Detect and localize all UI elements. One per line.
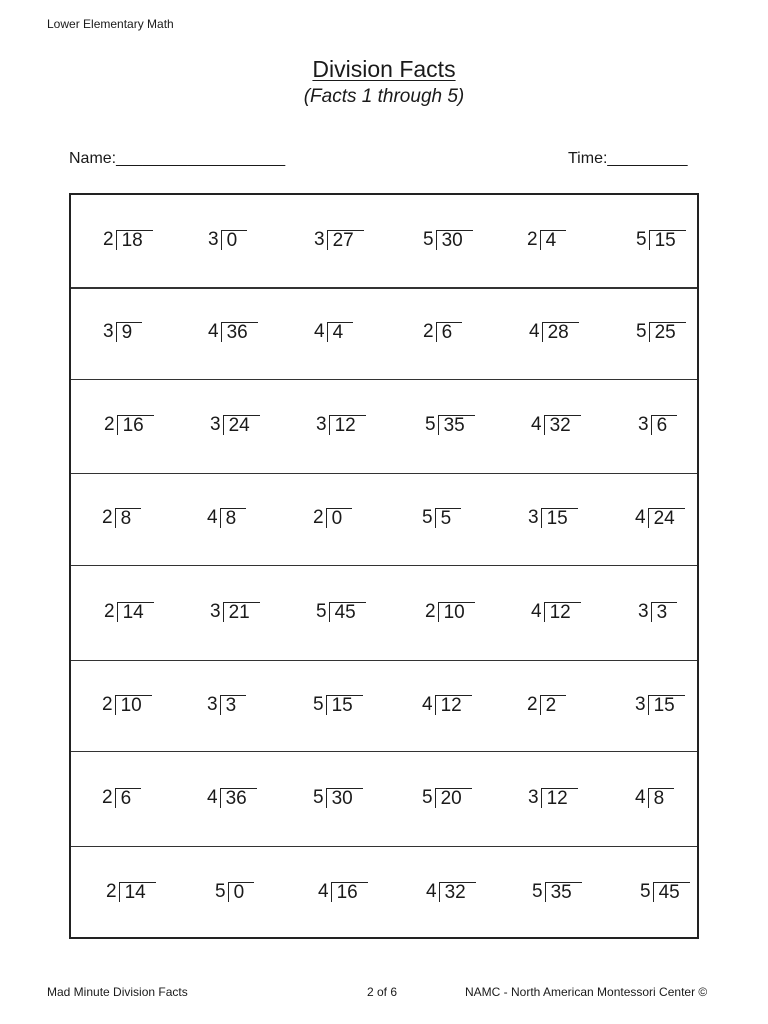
footer-publisher: NAMC - North American Montessori Center © <box>465 985 708 999</box>
division-problem <box>103 229 153 251</box>
dividend: 32 <box>544 415 581 435</box>
division-problem <box>210 601 260 623</box>
division-problem <box>104 601 154 623</box>
dividend: 20 <box>435 788 472 808</box>
division-problem <box>528 787 578 809</box>
divisor: 3 <box>528 786 539 808</box>
division-problem <box>422 787 472 809</box>
divisor: 5 <box>425 414 436 435</box>
problem-row <box>71 565 697 660</box>
dividend: 35 <box>545 882 582 902</box>
dividend: 0 <box>326 508 353 528</box>
divisor: 2 <box>425 600 436 622</box>
dividend: 8 <box>115 508 142 528</box>
dividend: 0 <box>228 882 255 902</box>
footer-title: Mad Minute Division Facts <box>47 985 188 999</box>
dividend: 6 <box>651 415 678 435</box>
problem-row <box>71 660 697 751</box>
divisor: 2 <box>102 693 113 715</box>
divisor: 5 <box>316 600 327 622</box>
divisor: 2 <box>104 600 115 622</box>
dividend: 24 <box>223 415 260 435</box>
row-divider <box>71 660 697 661</box>
dividend: 27 <box>327 230 364 250</box>
division-problem <box>426 881 476 903</box>
dividend: 24 <box>648 508 685 528</box>
dividend: 3 <box>651 602 678 622</box>
dividend: 0 <box>221 230 248 250</box>
dividend: 45 <box>329 602 366 622</box>
dividend: 25 <box>649 322 686 342</box>
divisor: 4 <box>208 321 219 342</box>
division-problem <box>638 414 677 436</box>
problem-row <box>71 846 697 939</box>
dividend: 36 <box>221 322 258 342</box>
divisor: 2 <box>106 880 117 902</box>
dividend: 2 <box>540 695 567 715</box>
time-field[interactable]: Time:_________ <box>568 150 688 167</box>
division-problem <box>207 787 257 809</box>
problem-grid <box>69 193 699 939</box>
dividend: 45 <box>653 882 690 902</box>
row-divider <box>71 379 697 380</box>
problem-row <box>71 379 697 473</box>
division-problem <box>102 694 152 716</box>
divisor: 2 <box>423 321 434 342</box>
page-number: 2 of 6 <box>367 985 398 999</box>
divisor: 5 <box>636 229 647 250</box>
division-problem <box>635 694 685 716</box>
dividend: 18 <box>116 230 153 250</box>
dividend: 12 <box>544 602 581 622</box>
division-problem <box>636 229 686 251</box>
dividend: 5 <box>435 508 462 528</box>
divisor: 3 <box>316 414 327 435</box>
divisor: 4 <box>318 880 329 902</box>
divisor: 4 <box>426 880 437 902</box>
division-problem <box>314 229 364 251</box>
divisor: 2 <box>104 414 115 435</box>
problem-row <box>71 473 697 565</box>
dividend: 30 <box>326 788 363 808</box>
course-label: Lower Elementary Math <box>47 17 174 31</box>
divisor: 3 <box>635 693 646 715</box>
divisor: 3 <box>314 229 325 250</box>
divisor: 3 <box>210 414 221 435</box>
dividend: 8 <box>220 508 247 528</box>
dividend: 12 <box>435 695 472 715</box>
divisor: 3 <box>207 693 218 715</box>
division-problem <box>318 881 368 903</box>
dividend: 28 <box>542 322 579 342</box>
dividend: 15 <box>648 695 685 715</box>
row-divider <box>71 473 697 474</box>
divisor: 5 <box>422 507 433 528</box>
dividend: 4 <box>540 230 567 250</box>
division-problem <box>207 694 246 716</box>
divisor: 4 <box>422 693 433 715</box>
division-problem <box>640 881 690 903</box>
dividend: 8 <box>648 788 675 808</box>
dividend: 6 <box>115 788 142 808</box>
division-problem <box>529 321 579 343</box>
divisor: 3 <box>210 600 221 622</box>
dividend: 12 <box>329 415 366 435</box>
division-problem <box>313 787 363 809</box>
dividend: 3 <box>220 695 247 715</box>
divisor: 3 <box>638 600 649 622</box>
name-field[interactable]: Name:___________________ <box>69 150 286 167</box>
division-problem <box>527 229 566 251</box>
divisor: 2 <box>527 229 538 250</box>
divisor: 5 <box>313 786 324 808</box>
page-title-text: Division Facts <box>312 56 456 82</box>
divisor: 2 <box>102 786 113 808</box>
divisor: 5 <box>532 880 543 902</box>
divisor: 5 <box>640 880 651 902</box>
divisor: 4 <box>529 321 540 342</box>
division-problem <box>102 507 141 529</box>
division-problem <box>208 229 247 251</box>
divisor: 5 <box>215 880 226 902</box>
dividend: 9 <box>116 322 143 342</box>
dividend: 30 <box>436 230 473 250</box>
divisor: 3 <box>103 321 114 342</box>
dividend: 14 <box>119 882 156 902</box>
divisor: 2 <box>103 229 114 250</box>
divisor: 5 <box>422 786 433 808</box>
problem-row <box>71 287 697 379</box>
divisor: 4 <box>314 321 325 342</box>
division-problem <box>531 414 581 436</box>
row-divider <box>71 751 697 752</box>
divisor: 5 <box>423 229 434 250</box>
divisor: 3 <box>528 507 539 528</box>
dividend: 15 <box>541 508 578 528</box>
division-problem <box>102 787 141 809</box>
dividend: 10 <box>438 602 475 622</box>
division-problem <box>104 414 154 436</box>
division-problem <box>528 507 578 529</box>
division-problem <box>316 601 366 623</box>
divisor: 4 <box>531 600 542 622</box>
division-problem <box>423 229 473 251</box>
division-problem <box>208 321 258 343</box>
dividend: 16 <box>117 415 154 435</box>
division-problem <box>314 321 353 343</box>
dividend: 36 <box>220 788 257 808</box>
division-problem <box>210 414 260 436</box>
divisor: 4 <box>635 786 646 808</box>
divisor: 3 <box>638 414 649 435</box>
page-subtitle: (Facts 1 through 5) <box>303 86 465 107</box>
division-problem <box>531 601 581 623</box>
divisor: 4 <box>207 786 218 808</box>
row-divider <box>71 565 697 566</box>
division-problem <box>425 601 475 623</box>
division-problem <box>215 881 254 903</box>
divisor: 4 <box>531 414 542 435</box>
dividend: 15 <box>649 230 686 250</box>
dividend: 6 <box>436 322 463 342</box>
division-problem <box>313 694 363 716</box>
row-divider <box>71 846 697 847</box>
page-title <box>0 56 768 82</box>
division-problem <box>423 321 462 343</box>
divisor: 5 <box>313 693 324 715</box>
divisor: 2 <box>102 507 113 528</box>
division-problem <box>207 507 246 529</box>
divisor: 3 <box>208 229 219 250</box>
divisor: 2 <box>313 507 324 528</box>
division-problem <box>103 321 142 343</box>
dividend: 4 <box>327 322 354 342</box>
division-problem <box>316 414 366 436</box>
dividend: 32 <box>439 882 476 902</box>
row-divider <box>71 287 697 289</box>
division-problem <box>422 507 461 529</box>
divisor: 5 <box>636 321 647 342</box>
divisor: 4 <box>207 507 218 528</box>
division-problem <box>636 321 686 343</box>
dividend: 35 <box>438 415 475 435</box>
dividend: 15 <box>326 695 363 715</box>
division-problem <box>532 881 582 903</box>
division-problem <box>106 881 156 903</box>
division-problem <box>422 694 472 716</box>
division-problem <box>635 787 674 809</box>
dividend: 12 <box>541 788 578 808</box>
division-problem <box>638 601 677 623</box>
dividend: 21 <box>223 602 260 622</box>
divisor: 2 <box>527 693 538 715</box>
dividend: 14 <box>117 602 154 622</box>
division-problem <box>635 507 685 529</box>
division-problem <box>425 414 475 436</box>
divisor: 4 <box>635 507 646 528</box>
dividend: 10 <box>115 695 152 715</box>
division-problem <box>313 507 352 529</box>
problem-row <box>71 751 697 846</box>
division-problem <box>527 694 566 716</box>
problem-row <box>71 195 697 287</box>
dividend: 16 <box>331 882 368 902</box>
